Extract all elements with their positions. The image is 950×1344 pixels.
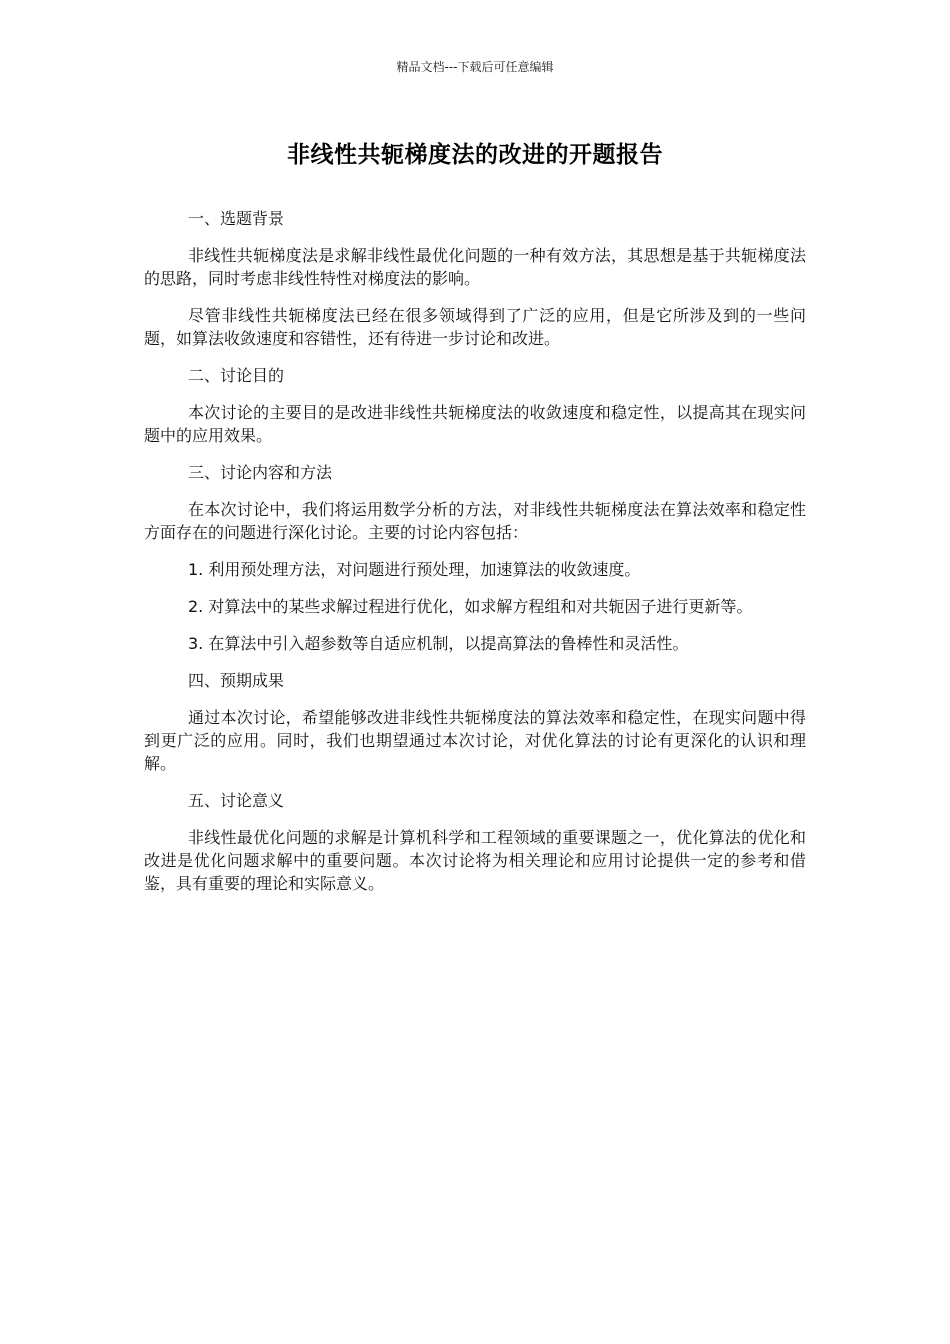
list-item-3: 3. 在算法中引入超参数等自适应机制，以提高算法的鲁棒性和灵活性。 [188,634,689,653]
list-item-1: 1. 利用预处理方法，对问题进行预处理，加速算法的收敛速度。 [188,560,641,579]
paragraph-expected-results: 通过本次讨论，希望能够改进非线性共轭梯度法的算法效率和稳定性，在现实问题中得到更广泛的应用。同时，我们也期望通过本次讨论，对优化算法的讨论有更深化的认识和理解。 [144,708,806,773]
paragraph-significance: 非线性最优化问题的求解是计算机科学和工程领域的重要课题之一，优化算法的优化和改进是优化问题求解中的重要问题。本次讨论将为相关理论和应用讨论提供一定的参考和借鉴，具有重要的理论和实际意义。 [144,828,806,893]
list-item-2: 2. 对算法中的某些求解过程进行优化，如求解方程组和对共轭因子进行更新等。 [188,597,753,616]
section-heading-purpose: 二、讨论目的 [188,366,285,385]
section-heading-significance: 五、讨论意义 [188,791,285,810]
section-heading-expected-results: 四、预期成果 [188,671,285,690]
paragraph-background-2: 尽管非线性共轭梯度法已经在很多领域得到了广泛的应用，但是它所涉及到的一些问题，如算法收敛速度和容错性，还有待进一步讨论和改进。 [144,306,806,348]
section-heading-content-methods: 三、讨论内容和方法 [188,463,333,482]
document-body [144,207,806,909]
paragraph-background-1: 非线性共轭梯度法是求解非线性最优化问题的一种有效方法，其思想是基于共轭梯度法的思路，同时考虑非线性特性对梯度法的影响。 [144,246,806,288]
document-title: 非线性共轭梯度法的改进的开题报告 [287,142,663,168]
section-heading-background: 一、选题背景 [188,209,285,228]
paragraph-purpose: 本次讨论的主要目的是改进非线性共轭梯度法的收敛速度和稳定性，以提高其在现实问题中的应用效果。 [144,403,806,445]
header-note: 精品文档---下载后可任意编辑 [396,60,554,74]
paragraph-content-methods: 在本次讨论中，我们将运用数学分析的方法，对非线性共轭梯度法在算法效率和稳定性方面存在的问题进行深化讨论。主要的讨论内容包括： [144,500,806,542]
